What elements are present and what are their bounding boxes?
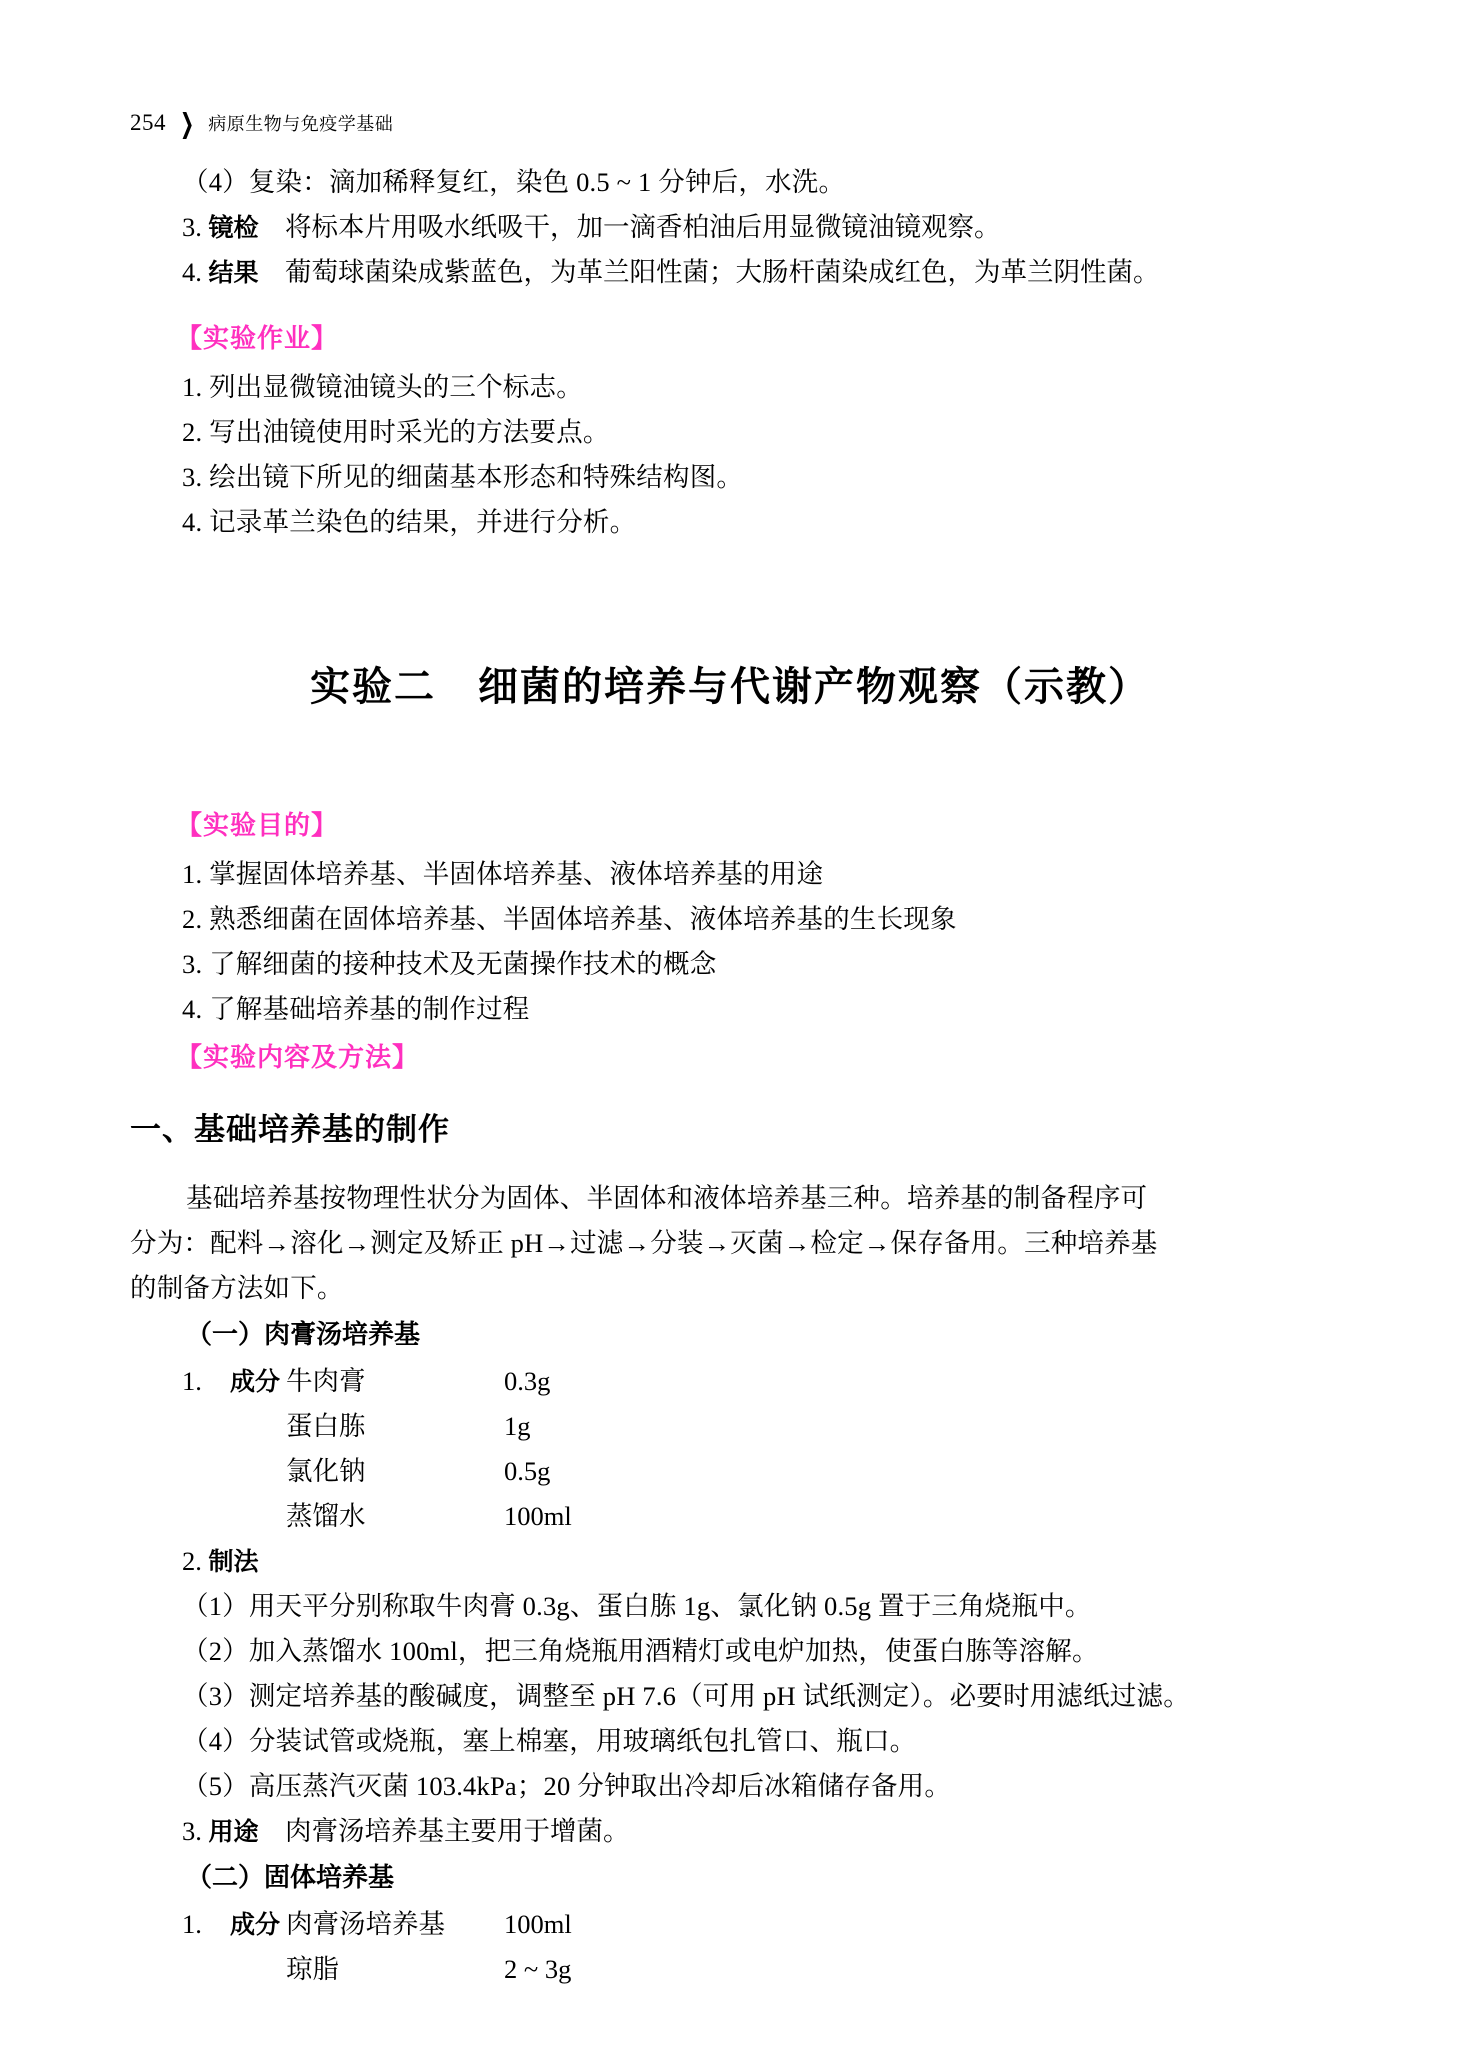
- ingredient-amount: 100ml: [504, 1909, 572, 1939]
- ingredient-name: 蒸馏水: [286, 1501, 366, 1531]
- usage-row: [130, 1809, 1330, 1854]
- ingredient-amount: 0.5g: [504, 1456, 551, 1486]
- composition-row: [130, 1449, 1330, 1494]
- ingredient-name: 琼脂: [286, 1954, 339, 1984]
- ingredient-name: 蛋白胨: [286, 1411, 366, 1441]
- item-label: 镜检: [208, 213, 259, 242]
- composition-label: 成分: [230, 1910, 281, 1939]
- item-text: 葡萄球菌染成紫蓝色，为革兰阳性菌；大肠杆菌染成红色，为革兰阴性菌。: [258, 257, 1160, 287]
- usage-label: 用途: [208, 1817, 259, 1846]
- purpose-item-2: 2. 熟悉细菌在固体培养基、半固体培养基、液体培养基的生长现象: [182, 904, 957, 934]
- method-step-4: （4）分装试管或烧瓶，塞上棉塞，用玻璃纸包扎管口、瓶口。: [182, 1726, 917, 1756]
- running-header: [130, 107, 394, 139]
- homework-item-3: 3. 绘出镜下所见的细菌基本形态和特殊结构图。: [182, 462, 744, 492]
- composition-label: 成分: [230, 1367, 281, 1396]
- subsection-heading-solid-medium: （二）固体培养基: [186, 1863, 395, 1893]
- spacer-cell: [182, 1494, 230, 1539]
- homework-heading: 【实验作业】: [176, 324, 339, 354]
- ingredient-amount: 1g: [504, 1411, 531, 1441]
- ingredient-name: 牛肉膏: [286, 1366, 366, 1396]
- composition-marker: 1.: [182, 1366, 209, 1396]
- item-result: [130, 250, 1330, 295]
- item-marker: 4.: [182, 257, 209, 287]
- ingredient-amount: 100ml: [504, 1501, 572, 1531]
- composition-row: [130, 1494, 1330, 1539]
- purpose-item-3: 3. 了解细菌的接种技术及无菌操作技术的概念: [182, 949, 717, 979]
- subsection-heading-broth-medium: （一）肉膏汤培养基: [186, 1320, 421, 1350]
- composition-row-header: [130, 1359, 1330, 1404]
- usage-text: 肉膏汤培养基主要用于增菌。: [258, 1816, 630, 1846]
- ingredient-amount: 0.3g: [504, 1366, 551, 1396]
- composition-row-header: [130, 1902, 1330, 1947]
- ingredient-amount: 2 ~ 3g: [504, 1954, 572, 1984]
- method-step-2: （2）加入蒸馏水 100ml，把三角烧瓶用酒精灯或电炉加热，使蛋白胨等溶解。: [182, 1636, 1099, 1666]
- method-step-5: （5）高压蒸汽灭菌 103.4kPa；20 分钟取出冷却后冰箱储存备用。: [182, 1771, 952, 1801]
- composition-row: [130, 1947, 1330, 1992]
- ingredient-name: 氯化钠: [286, 1456, 366, 1486]
- chevron-right-icon: ❯: [180, 107, 195, 139]
- homework-item-2: 2. 写出油镜使用时采光的方法要点。: [182, 417, 610, 447]
- ingredient-name: 肉膏汤培养基: [286, 1909, 445, 1939]
- spacer-cell: [182, 1449, 230, 1494]
- spacer-cell: [230, 1494, 286, 1539]
- composition-row: [130, 1404, 1330, 1449]
- purpose-item-1: 1. 掌握固体培养基、半固体培养基、液体培养基的用途: [182, 859, 824, 889]
- purpose-item-4: 4. 了解基础培养基的制作过程: [182, 994, 530, 1024]
- section-paragraph-line-1: 基础培养基按物理性状分为固体、半固体和液体培养基三种。培养基的制备程序可: [186, 1183, 1148, 1213]
- page-number: 254: [130, 110, 166, 135]
- section-paragraph-line-3: 的制备方法如下。: [130, 1273, 344, 1303]
- spacer-cell: [230, 1449, 286, 1494]
- method-label: 制法: [208, 1547, 259, 1576]
- method-step-1: （1）用天平分别称取牛肉膏 0.3g、蛋白胨 1g、氯化钠 0.5g 置于三角烧瓶中。: [182, 1591, 1092, 1621]
- method-heading-row: [130, 1539, 1330, 1584]
- spacer-cell: [182, 1947, 230, 1992]
- experiment-title: 实验二 细菌的培养与代谢产物观察（示教）: [310, 664, 1150, 710]
- content-method-heading: 【实验内容及方法】: [176, 1043, 420, 1073]
- item-text: 将标本片用吸水纸吸干，加一滴香柏油后用显微镜油镜观察。: [258, 212, 1001, 242]
- section-heading-one: 一、基础培养基的制作: [130, 1112, 450, 1148]
- purpose-heading: 【实验目的】: [176, 811, 339, 841]
- section-paragraph-line-2: 分为：配料→溶化→测定及矫正 pH→过滤→分装→灭菌→检定→保存备用。三种培养基: [130, 1228, 1158, 1258]
- spacer-cell: [230, 1404, 286, 1449]
- item-microscopy: [130, 205, 1330, 250]
- item-label: 结果: [208, 258, 259, 287]
- usage-marker: 3.: [182, 1816, 209, 1846]
- spacer-cell: [230, 1947, 286, 1992]
- homework-item-4: 4. 记录革兰染色的结果，并进行分析。: [182, 507, 637, 537]
- item-marker: 3.: [182, 212, 209, 242]
- composition-marker: 1.: [182, 1909, 209, 1939]
- method-step-3: （3）测定培养基的酸碱度，调整至 pH 7.6（可用 pH 试纸测定）。必要时用滤纸过滤。: [182, 1681, 1190, 1711]
- method-marker: 2.: [182, 1546, 209, 1576]
- spacer-cell: [182, 1404, 230, 1449]
- book-title: 病原生物与免疫学基础: [208, 114, 394, 135]
- page-content: [130, 160, 1330, 1992]
- step-4-counterstain: （4）复染：滴加稀释复红，染色 0.5 ~ 1 分钟后，水洗。: [182, 167, 846, 197]
- homework-item-1: 1. 列出显微镜油镜头的三个标志。: [182, 372, 583, 402]
